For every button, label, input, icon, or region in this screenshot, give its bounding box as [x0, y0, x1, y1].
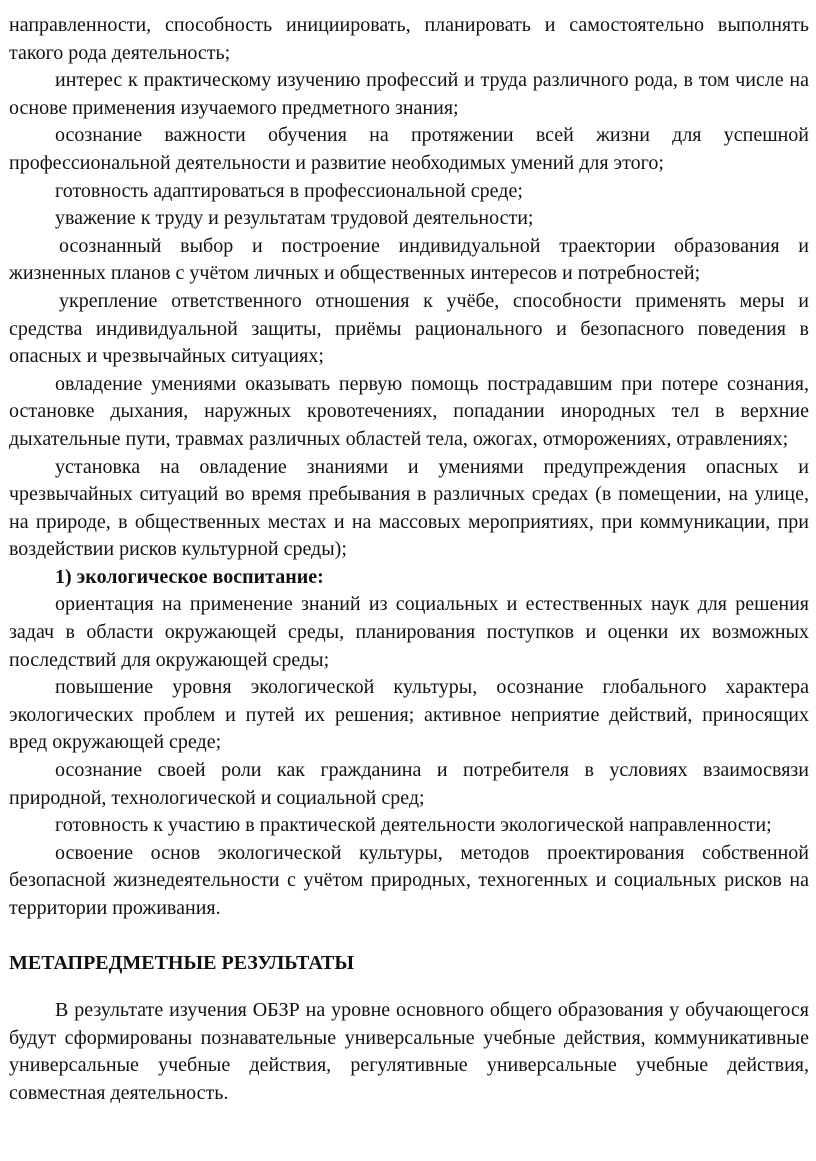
paragraph-responsible-attitude: укрепление ответственного отношения к учёбе, способности применять меры и средства индивидуальной защиты, приёмы рационального и безопасного поведения в опасных и чрезвычайных ситуациях;	[9, 289, 809, 368]
paragraph-safe-life-design: освоение основ экологической культуры, методов проектирования собственной безопасной жизнедеятельности с учётом природных, техногенных и социальных рисков на территории проживания.	[9, 841, 809, 919]
paragraph-respect-for-labor: уважение к труду и результатам трудовой деятельности;	[55, 207, 534, 230]
paragraph-education-trajectory: осознанный выбор и построение индивидуальной траектории образования и жизненных планов с учётом личных и общественных интересов и потребностей;	[9, 234, 809, 285]
section-heading-metasubject-results: МЕТАПРЕДМЕТНЫЕ РЕЗУЛЬТАТЫ	[9, 951, 354, 974]
paragraph-ecological-activity: готовность к участию в практической деятельности экологической направленности;	[55, 814, 772, 837]
paragraph-lifelong-learning: осознание важности обучения на протяжении всей жизни для успешной профессиональной деятельности и развитие необходимых умений для этого;	[9, 124, 809, 174]
document-page	[9, 12, 809, 1108]
subheading-ecological-education: 1) экологическое воспитание:	[55, 565, 324, 588]
paragraph-interest-in-professions: интерес к практическому изучению профессий и труда различного рода, в том числе на основе применения изучаемого предметного знания;	[9, 69, 809, 119]
paragraph-continuation: направленности, способность инициировать, планировать и самостоятельно выполнять такого рода деятельность;	[9, 14, 809, 64]
paragraph-metasubject-summary: В результате изучения ОБЗР на уровне основного общего образования у обучающегося будут сформированы познавательные универсальные учебные действия, коммуникативные универсальные учебные действия, регулятивные универсальные учебные действия, совместная деятельность.	[9, 999, 809, 1104]
paragraph-emergency-prevention: установка на овладение знаниями и умениями предупреждения опасных и чрезвычайных ситуаций во время пребывания в различных средах (в помещении, на улице, на природе, в общественных местах и на массовых мероприятиях, при коммуникации, при воздействии рисков культурной среды);	[9, 455, 809, 561]
paragraph-science-application: ориентация на применение знаний из социальных и естественных наук для решения задач в области окружающей среды, планирования поступков и оценки их возможных последствий для окружающей среды;	[9, 593, 809, 671]
paragraph-first-aid: овладение умениями оказывать первую помощь пострадавшим при потере сознания, остановке дыхания, наружных кровотечениях, попадании инородных тел в верхние дыхательные пути, травмах различных областей тела, ожогах, отморожениях, отравлениях;	[9, 372, 809, 450]
paragraph-citizen-role: осознание своей роли как гражданина и потребителя в условиях взаимосвязи природной, технологической и социальной сред;	[9, 759, 809, 809]
paragraph-ecological-culture: повышение уровня экологической культуры, осознание глобального характера экологических проблем и путей их решения; активное неприятие действий, приносящих вред окружающей среде;	[9, 676, 809, 754]
paragraph-adaptation: готовность адаптироваться в профессиональной среде;	[55, 179, 523, 202]
